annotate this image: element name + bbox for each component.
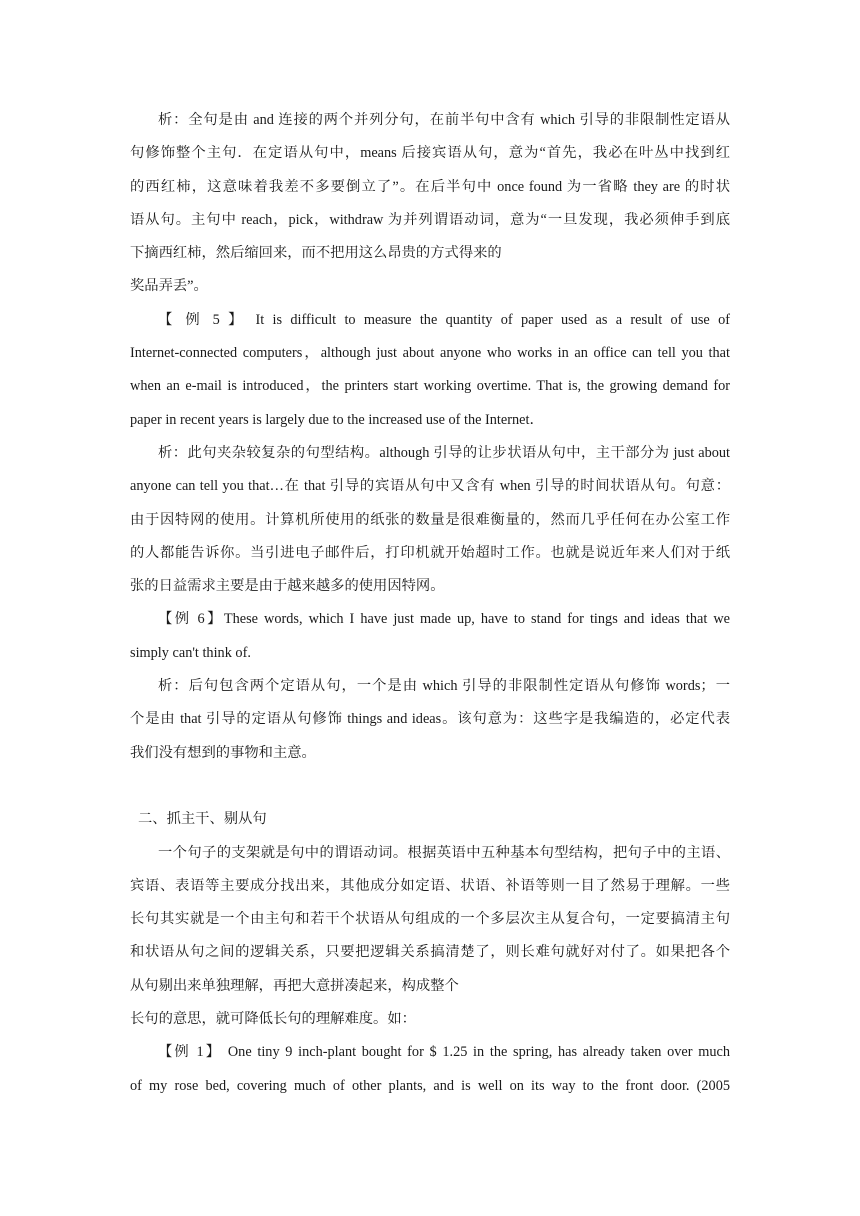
text-line: 宾语、表语等主要成分找出来，其他成分如定语、状语、补语等则一目了然易于理解。一些 [130,877,730,894]
analysis-paragraph-6 [130,670,730,770]
example-5-paragraph [130,304,730,437]
text-line: 由于因特网的使用。计算机所使用的纸张的数量是很难衡量的，然而几乎任何在办公室工作 [130,511,730,528]
example-1-paragraph [130,1036,730,1103]
text-line: 和状语从句之间的逻辑关系，只要把逻辑关系搞清楚了，则长难句就好对付了。如果把各个 [130,944,730,961]
text-line: 下摘西红柿，然后缩回来，而不把用这么昂贵的方式得来的 [130,245,502,262]
section-intro-paragraph [130,837,730,1037]
text-line: simply can't think of. [130,644,251,661]
analysis-paragraph-1 [130,104,730,304]
text-line: 析：后句包含两个定语从句，一个是由 which 引导的非限制性定语从句修饰 words；一 [158,678,730,695]
text-line: 个是由 that 引导的定语从句修饰 things and ideas。该句意为：这些字是我编造的，必定代表 [130,711,730,728]
analysis-paragraph-5 [130,437,730,603]
text-line: anyone can tell you that…在 that 引导的宾语从句中又含有 when 引导的时间状语从句。句意： [130,478,730,495]
text-line: when an e-mail is introduced，the printers start working overtime. That is, the growing demand for [130,378,730,395]
text-line: 一个句子的支架就是句中的谓语动词。根据英语中五种基本句型结构，把句子中的主语、 [158,844,730,861]
section-heading: 二、抓主干、剔从句 [138,811,267,828]
text-line: Internet-connected computers，although just about anyone who works in an office can tell you that [130,345,730,362]
text-line: 【例 1】 One tiny 9 inch-plant bought for $ 1.25 in the spring, has already taken over much [158,1044,730,1061]
text-line: 【例 6】These words, which I have just made up, have to stand for tings and ideas that we [158,611,730,628]
text-line: 从句剔出来单独理解，再把大意拼凑起来，构成整个 [130,977,459,994]
text-line: 长句其实就是一个由主句和若干个状语从句组成的一个多层次主从复合句，一定要搞清主句 [130,911,730,928]
text-line: of my rose bed, covering much of other plants, and is well on its way to the front door. (2005 [130,1077,730,1094]
text-line: 的人都能告诉你。当引进电子邮件后，打印机就开始超时工作。也就是说近年来人们对于纸 [130,544,730,561]
text-line: 我们没有想到的事物和主意。 [130,744,316,761]
text-line: 的西红柿，这意味着我差不多要倒立了”。在后半句中 once found 为一省略 they are 的时状 [130,178,730,195]
text-line: 句修饰整个主句．在定语从句中，means 后接宾语从句，意为“首先，我必在叶丛中找到红 [130,145,730,162]
text-line: 【 例 5 】 It is difficult to measure the quantity of paper used as a result of use of [158,311,730,328]
example-6-paragraph [130,603,730,670]
text-line: 语从句。主句中 reach，pick，withdraw 为并列谓语动词，意为“一旦发现，我必须伸手到底 [130,211,730,228]
text-line: 析：全句是由 and 连接的两个并列分句，在前半句中含有 which 引导的非限制性定语从 [158,112,730,128]
text-line: 奖品弄丢”。 [130,278,208,295]
text-line: 张的日益需求主要是由于越来越多的使用因特网。 [130,578,445,595]
text-line: paper in recent years is largely due to the increased use of the Internet． [130,411,544,428]
text-line: 析：此句夹杂较复杂的句型结构。although 引导的让步状语从句中，主干部分为 just about [158,444,730,461]
text-line: 长句的意思，就可降低长句的理解难度。如： [130,1011,416,1028]
blank-line [130,770,730,803]
document-body [130,104,730,1103]
